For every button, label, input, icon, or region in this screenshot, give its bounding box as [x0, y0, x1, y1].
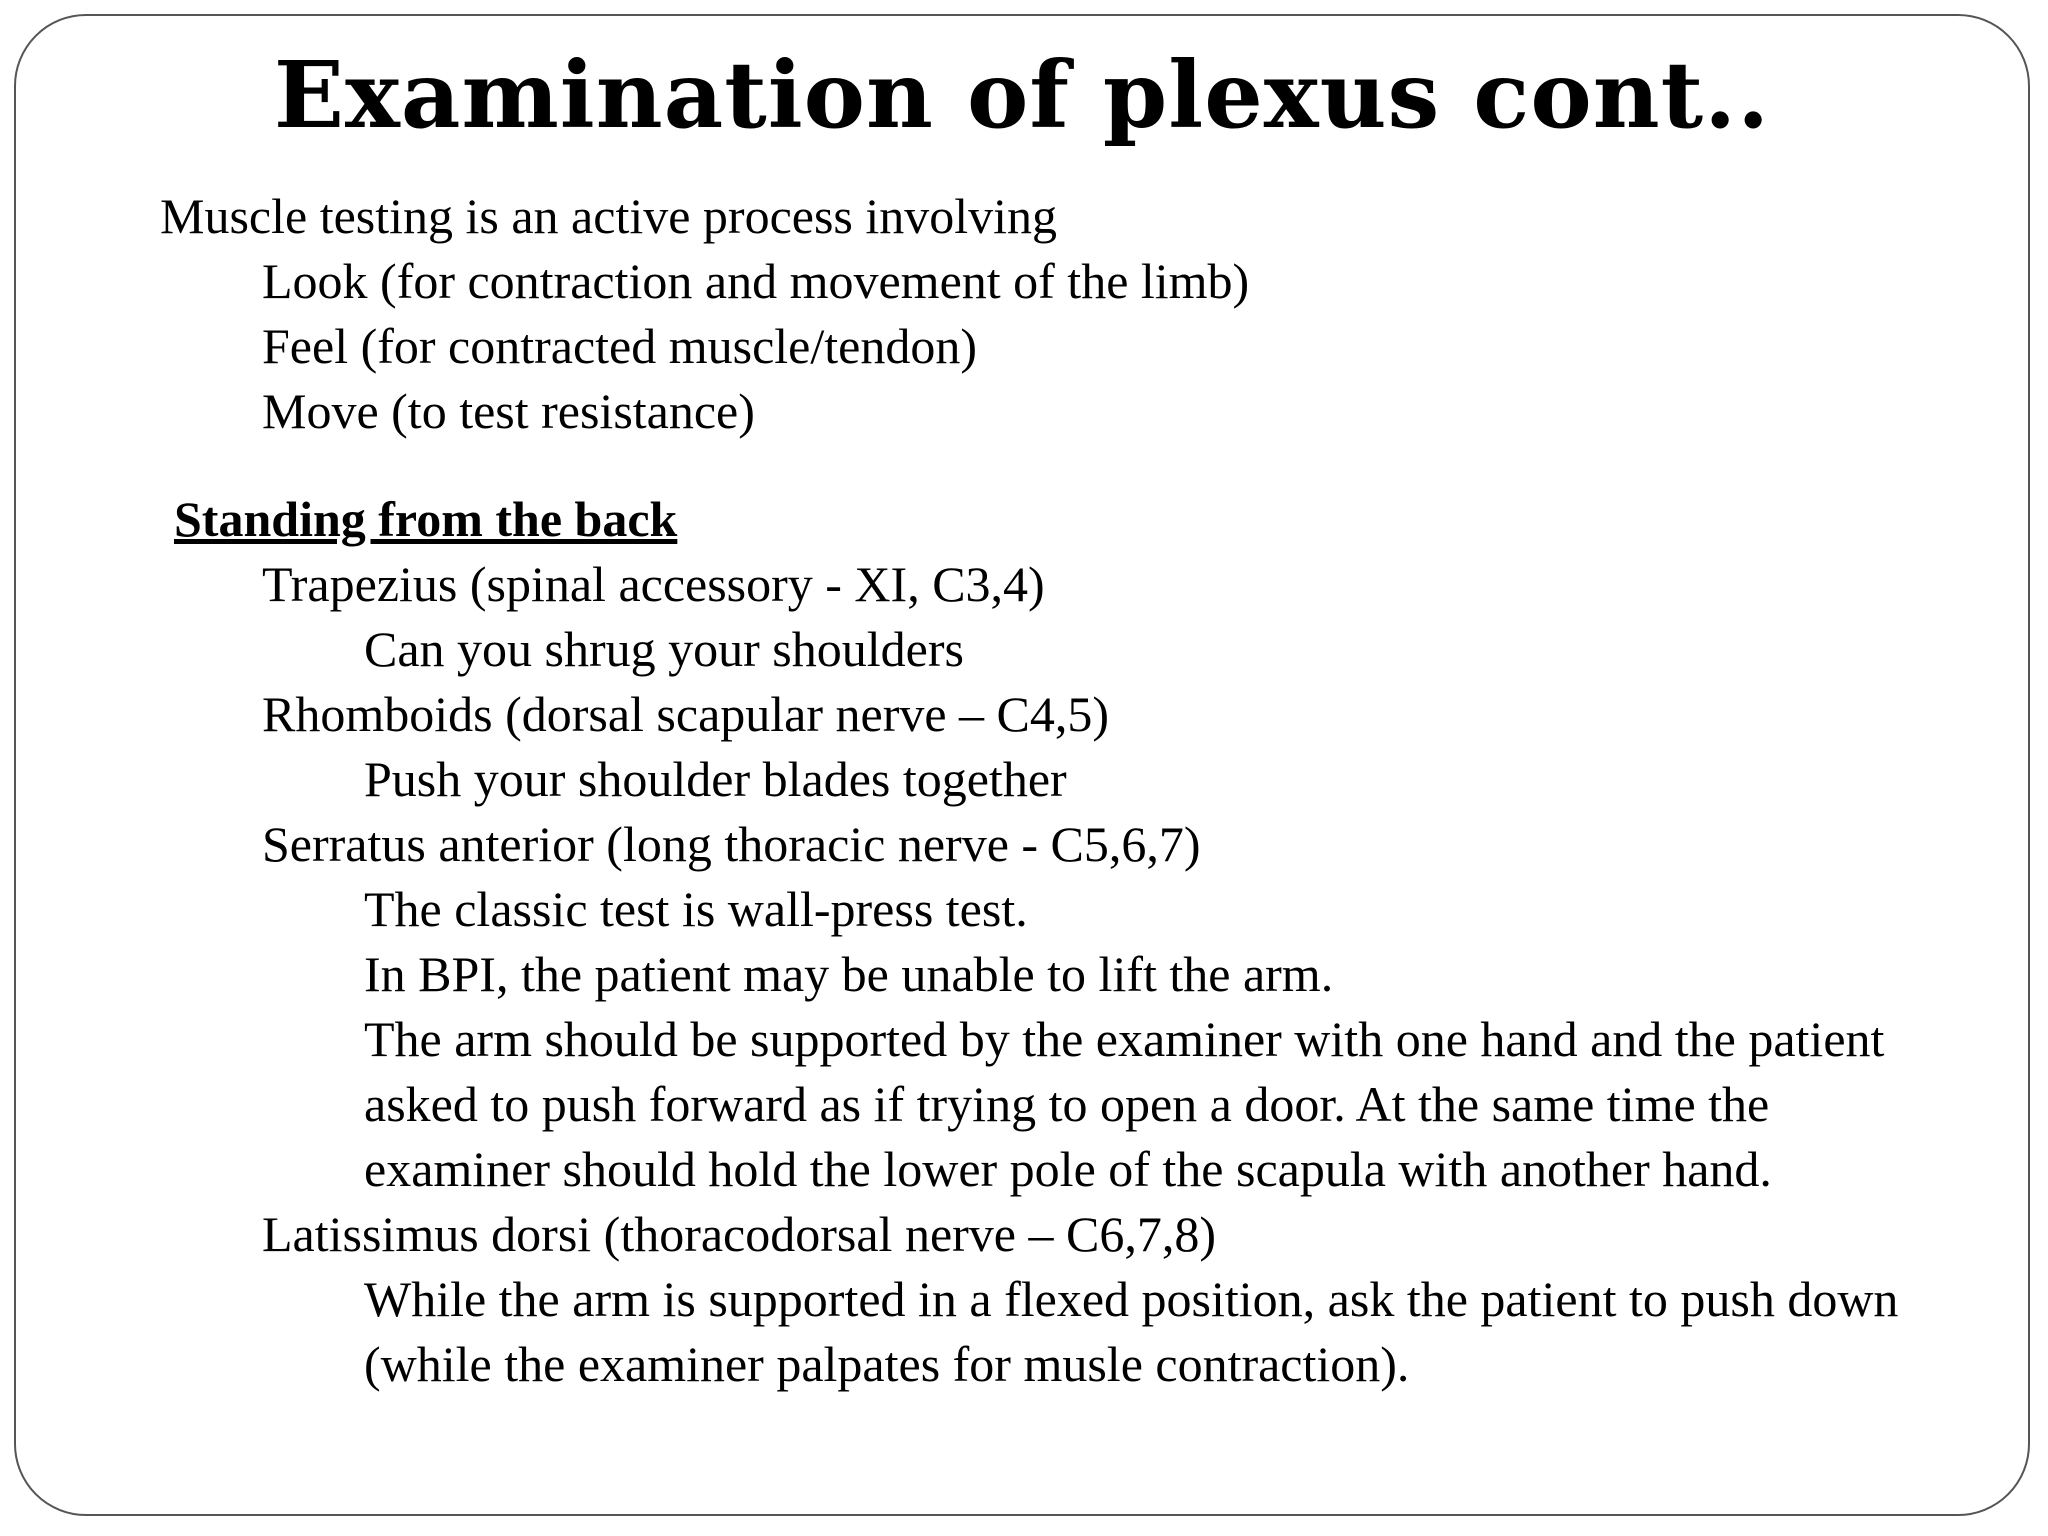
process-step-look: Look (for contraction and movement of the limb) — [262, 253, 1250, 309]
slide-frame — [14, 14, 2030, 1516]
muscle-latissimus-dorsi: Latissimus dorsi (thoracodorsal nerve – C6,7,8) — [262, 1206, 1216, 1262]
process-step-feel: Feel (for contracted muscle/tendon) — [262, 318, 977, 374]
slide-body — [160, 184, 1980, 1397]
instruction-serratus-2: In BPI, the patient may be unable to lift the arm. — [364, 946, 1334, 1002]
muscle-trapezius: Trapezius (spinal accessory - XI, C3,4) — [262, 556, 1045, 612]
instruction-rhomboids: Push your shoulder blades together — [364, 751, 1067, 807]
muscle-serratus-anterior: Serratus anterior (long thoracic nerve - C5,6,7) — [262, 816, 1201, 872]
instruction-latissimus: While the arm is supported in a flexed position, ask the patient to push down (while the examiner palpates for musle contraction). — [364, 1271, 1899, 1392]
slide-title: Examination of plexus cont.. — [273, 41, 1771, 149]
instruction-serratus-3: The arm should be supported by the examiner with one hand and the patient asked to push forward as if trying to open a door. At the same time the examiner should hold the lower pole of the scapula with another hand. — [364, 1011, 1885, 1197]
section-heading: Standing from the back — [174, 491, 678, 547]
muscle-rhomboids: Rhomboids (dorsal scapular nerve – C4,5) — [262, 686, 1110, 742]
process-step-move: Move (to test resistance) — [262, 383, 755, 439]
instruction-serratus-1: The classic test is wall-press test. — [364, 881, 1028, 937]
intro-text: Muscle testing is an active process involving — [160, 188, 1058, 244]
instruction-trapezius: Can you shrug your shoulders — [364, 621, 964, 677]
spacer — [160, 444, 1980, 487]
